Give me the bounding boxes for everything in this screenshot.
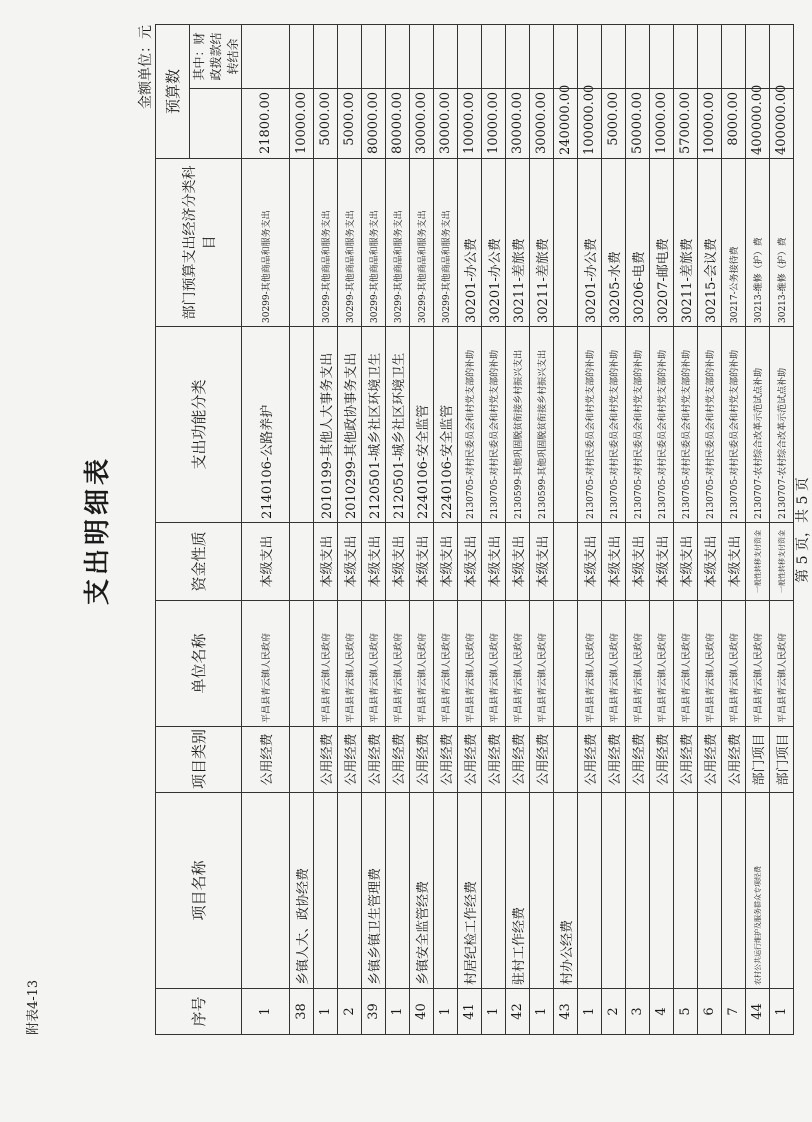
row-unit-name: 平昌县青云镇人民政府 [482, 601, 506, 727]
row-project-type [554, 727, 578, 793]
header-econ-class: 部门预算支出经济分类科目 [156, 159, 242, 327]
row-seq: 1 [578, 989, 602, 1035]
row-func-class: 2130707-农村综合改革示范试点补助 [770, 327, 794, 523]
row-sub-budget [506, 24, 530, 88]
row-budget: 50000.00 [626, 89, 650, 159]
row-econ-class: 30205-水费 [602, 159, 626, 327]
row-fund-nature: 一般性转移支付资金 [770, 523, 794, 601]
page-title: 支出明细表 [83, 455, 113, 606]
row-project-type: 公用经费 [626, 727, 650, 793]
row-project-name [530, 793, 554, 989]
row-econ-class [554, 159, 578, 327]
row-budget: 10000.00 [650, 89, 674, 159]
table-row [386, 24, 410, 1034]
row-seq: 6 [698, 989, 722, 1035]
row-project-type: 公用经费 [314, 727, 338, 793]
row-econ-class [290, 159, 314, 327]
row-project-name [386, 793, 410, 989]
row-seq: 7 [722, 989, 746, 1035]
row-project-name [314, 793, 338, 989]
row-econ-class: 30299-其他商品和服务支出 [242, 159, 290, 327]
row-econ-class: 30299-其他商品和服务支出 [362, 159, 386, 327]
row-seq: 2 [338, 989, 362, 1035]
row-project-type: 公用经费 [338, 727, 362, 793]
table-row [746, 24, 770, 1034]
row-func-class: 2130705-对村民委员会和村党支部的补助 [722, 327, 746, 523]
row-seq: 1 [482, 989, 506, 1035]
expense-detail-table [155, 24, 794, 1035]
row-sub-budget [386, 24, 410, 88]
row-econ-class: 30211-差旅费 [530, 159, 554, 327]
row-project-name [698, 793, 722, 989]
row-budget: 10000.00 [698, 89, 722, 159]
row-func-class [554, 327, 578, 523]
row-project-type: 公用经费 [386, 727, 410, 793]
row-sub-budget [410, 24, 434, 88]
row-seq: 39 [362, 989, 386, 1035]
row-func-class: 2130705-对村民委员会和村党支部的补助 [698, 327, 722, 523]
row-project-name: 村居纪检工作经费 [458, 793, 482, 989]
row-project-name [626, 793, 650, 989]
row-fund-nature: 本级支出 [602, 523, 626, 601]
row-unit-name: 平昌县青云镇人民政府 [242, 601, 290, 727]
table-row [626, 24, 650, 1034]
row-sub-budget [770, 24, 794, 88]
row-fund-nature: 本级支出 [626, 523, 650, 601]
row-budget: 10000.00 [482, 89, 506, 159]
row-fund-nature: 本级支出 [434, 523, 458, 601]
row-sub-budget [434, 24, 458, 88]
row-seq: 4 [650, 989, 674, 1035]
row-budget: 57000.00 [674, 89, 698, 159]
row-econ-class: 30213-维修（护）费 [770, 159, 794, 327]
row-func-class: 2010299-其他政协事务支出 [338, 327, 362, 523]
row-econ-class: 30201-办公费 [578, 159, 602, 327]
row-budget: 21800.00 [242, 89, 290, 159]
row-project-type: 公用经费 [578, 727, 602, 793]
header-func-class: 支出功能分类 [156, 327, 242, 523]
row-sub-budget [242, 24, 290, 88]
row-project-name: 乡镇安全监管经费 [410, 793, 434, 989]
row-project-type: 公用经费 [458, 727, 482, 793]
rotated-table-sheet [83, 25, 811, 1035]
row-fund-nature: 本级支出 [410, 523, 434, 601]
row-seq: 1 [434, 989, 458, 1035]
row-unit-name: 平昌县青云镇人民政府 [770, 601, 794, 727]
row-seq: 1 [770, 989, 794, 1035]
row-project-type: 公用经费 [530, 727, 554, 793]
row-fund-nature: 本级支出 [578, 523, 602, 601]
row-sub-budget [722, 24, 746, 88]
table-body [242, 24, 794, 1034]
row-project-name: 驻村工作经费 [506, 793, 530, 989]
table-row [242, 24, 290, 1034]
row-project-name [434, 793, 458, 989]
row-budget: 30000.00 [434, 89, 458, 159]
row-project-type: 公用经费 [362, 727, 386, 793]
row-unit-name: 平昌县青云镇人民政府 [362, 601, 386, 727]
row-budget: 400000.00 [746, 89, 770, 159]
row-project-name: 村办公经费 [554, 793, 578, 989]
header-unit-name: 单位名称 [156, 601, 242, 727]
row-func-class: 2130705-对村民委员会和村党支部的补助 [578, 327, 602, 523]
row-seq: 44 [746, 989, 770, 1035]
row-unit-name: 平昌县青云镇人民政府 [530, 601, 554, 727]
row-fund-nature: 一般性转移支付资金 [746, 523, 770, 601]
row-fund-nature: 本级支出 [698, 523, 722, 601]
row-fund-nature: 本级支出 [314, 523, 338, 601]
row-econ-class: 30299-其他商品和服务支出 [338, 159, 362, 327]
header-fund-nature: 资金性质 [156, 523, 242, 601]
row-econ-class: 30201-办公费 [482, 159, 506, 327]
row-budget: 100000.00 [578, 89, 602, 159]
row-project-type: 公用经费 [698, 727, 722, 793]
row-seq: 38 [290, 989, 314, 1035]
table-row [458, 24, 482, 1034]
row-seq: 1 [242, 989, 290, 1035]
row-fund-nature: 本级支出 [650, 523, 674, 601]
table-row [722, 24, 746, 1034]
row-unit-name: 平昌县青云镇人民政府 [698, 601, 722, 727]
row-sub-budget [578, 24, 602, 88]
row-budget: 30000.00 [410, 89, 434, 159]
row-econ-class: 30206-电费 [626, 159, 650, 327]
row-econ-class: 30299-其他商品和服务支出 [410, 159, 434, 327]
row-func-class: 2130705-对村民委员会和村党支部的补助 [482, 327, 506, 523]
row-project-type: 部门项目 [770, 727, 794, 793]
row-unit-name [554, 601, 578, 727]
row-budget: 8000.00 [722, 89, 746, 159]
table-row [698, 24, 722, 1034]
row-fund-nature: 本级支出 [482, 523, 506, 601]
row-unit-name: 平昌县青云镇人民政府 [458, 601, 482, 727]
table-row [410, 24, 434, 1034]
row-project-type: 公用经费 [722, 727, 746, 793]
table-row [530, 24, 554, 1034]
table-row [602, 24, 626, 1034]
table-row [578, 24, 602, 1034]
table-row [770, 24, 794, 1034]
unit-label: 金额单位：元 [138, 25, 154, 109]
row-fund-nature: 本级支出 [506, 523, 530, 601]
row-econ-class: 30217-公务接待费 [722, 159, 746, 327]
row-fund-nature: 本级支出 [242, 523, 290, 601]
row-project-type: 公用经费 [506, 727, 530, 793]
row-econ-class: 30299-其他商品和服务支出 [314, 159, 338, 327]
row-budget: 5000.00 [338, 89, 362, 159]
row-seq: 40 [410, 989, 434, 1035]
row-fund-nature: 本级支出 [722, 523, 746, 601]
row-econ-class: 30299-其他商品和服务支出 [386, 159, 410, 327]
row-sub-budget [554, 24, 578, 88]
row-seq: 2 [602, 989, 626, 1035]
row-func-class: 2130599-其他巩固脱贫衔接乡村振兴支出 [530, 327, 554, 523]
row-fund-nature: 本级支出 [338, 523, 362, 601]
row-project-name [578, 793, 602, 989]
row-budget: 80000.00 [386, 89, 410, 159]
row-econ-class: 30201-办公费 [458, 159, 482, 327]
row-budget: 30000.00 [530, 89, 554, 159]
row-func-class: 2130707-农村综合改革示范试点补助 [746, 327, 770, 523]
row-unit-name: 平昌县青云镇人民政府 [722, 601, 746, 727]
header-project-name: 项目名称 [156, 793, 242, 989]
row-func-class: 2130705-对村民委员会和村党支部的补助 [626, 327, 650, 523]
row-sub-budget [674, 24, 698, 88]
row-func-class: 2130599-其他巩固脱贫衔接乡村振兴支出 [506, 327, 530, 523]
row-func-class: 2120501-城乡社区环境卫生 [362, 327, 386, 523]
row-unit-name: 平昌县青云镇人民政府 [602, 601, 626, 727]
row-project-type [290, 727, 314, 793]
row-func-class: 2130705-对村民委员会和村党支部的补助 [650, 327, 674, 523]
header-seq: 序号 [156, 989, 242, 1035]
row-sub-budget [338, 24, 362, 88]
row-budget: 5000.00 [602, 89, 626, 159]
row-func-class: 2130705-对村民委员会和村党支部的补助 [458, 327, 482, 523]
row-sub-budget [650, 24, 674, 88]
row-unit-name: 平昌县青云镇人民政府 [578, 601, 602, 727]
row-sub-budget [698, 24, 722, 88]
row-seq: 42 [506, 989, 530, 1035]
row-project-name [242, 793, 290, 989]
row-fund-nature [554, 523, 578, 601]
appendix-label: 附表4-13 [26, 979, 41, 1035]
row-budget: 10000.00 [290, 89, 314, 159]
row-sub-budget [482, 24, 506, 88]
row-budget: 30000.00 [506, 89, 530, 159]
row-sub-budget [626, 24, 650, 88]
row-econ-class: 30211-差旅费 [674, 159, 698, 327]
row-sub-budget [458, 24, 482, 88]
row-project-name [482, 793, 506, 989]
row-seq: 1 [530, 989, 554, 1035]
row-project-type: 公用经费 [674, 727, 698, 793]
header-project-type: 项目类别 [156, 727, 242, 793]
row-unit-name [290, 601, 314, 727]
row-econ-class: 30213-维修（护）费 [746, 159, 770, 327]
row-seq: 41 [458, 989, 482, 1035]
row-project-name [650, 793, 674, 989]
row-fund-nature: 本级支出 [674, 523, 698, 601]
row-project-name [338, 793, 362, 989]
row-func-class: 2010199-其他人大事务支出 [314, 327, 338, 523]
row-project-type: 公用经费 [650, 727, 674, 793]
row-sub-budget [290, 24, 314, 88]
row-budget: 80000.00 [362, 89, 386, 159]
row-seq: 43 [554, 989, 578, 1035]
table-row [506, 24, 530, 1034]
row-sub-budget [530, 24, 554, 88]
row-fund-nature: 本级支出 [458, 523, 482, 601]
row-econ-class: 30215-会议费 [698, 159, 722, 327]
row-func-class: 2120501-城乡社区环境卫生 [386, 327, 410, 523]
table-row [674, 24, 698, 1034]
row-unit-name: 平昌县青云镇人民政府 [626, 601, 650, 727]
table-row [482, 24, 506, 1034]
table-row [338, 24, 362, 1034]
row-fund-nature: 本级支出 [362, 523, 386, 601]
row-fund-nature: 本级支出 [530, 523, 554, 601]
row-budget: 240000.00 [554, 89, 578, 159]
row-func-class: 2130705-对村民委员会和村党支部的补助 [602, 327, 626, 523]
row-project-name [674, 793, 698, 989]
row-project-name: 乡镇乡镇卫生管理费 [362, 793, 386, 989]
row-fund-nature [290, 523, 314, 601]
row-econ-class: 30207-邮电费 [650, 159, 674, 327]
table-row [434, 24, 458, 1034]
row-seq: 3 [626, 989, 650, 1035]
row-project-name [722, 793, 746, 989]
header-budget-total [190, 89, 242, 159]
table-row [290, 24, 314, 1034]
page-footer: 第 5 页，共 5 页 [795, 477, 811, 583]
row-func-class: 2130705-对村民委员会和村党支部的补助 [674, 327, 698, 523]
row-sub-budget [602, 24, 626, 88]
row-project-type: 公用经费 [434, 727, 458, 793]
row-econ-class: 30211-差旅费 [506, 159, 530, 327]
row-project-type: 公用经费 [482, 727, 506, 793]
row-unit-name: 平昌县青云镇人民政府 [650, 601, 674, 727]
row-seq: 1 [314, 989, 338, 1035]
row-budget: 400000.00 [770, 89, 794, 159]
row-project-type: 公用经费 [602, 727, 626, 793]
row-seq: 5 [674, 989, 698, 1035]
row-unit-name: 平昌县青云镇人民政府 [410, 601, 434, 727]
row-seq: 1 [386, 989, 410, 1035]
row-sub-budget [314, 24, 338, 88]
row-func-class: 2240106-安全监管 [410, 327, 434, 523]
row-econ-class: 30299-其他商品和服务支出 [434, 159, 458, 327]
table-row [314, 24, 338, 1034]
row-sub-budget [746, 24, 770, 88]
row-project-name [602, 793, 626, 989]
row-unit-name: 平昌县青云镇人民政府 [434, 601, 458, 727]
row-func-class [290, 327, 314, 523]
row-func-class: 2240106-安全监管 [434, 327, 458, 523]
row-project-type: 公用经费 [410, 727, 434, 793]
header-budget: 预算数 [156, 24, 190, 158]
row-unit-name: 平昌县青云镇人民政府 [314, 601, 338, 727]
row-unit-name: 平昌县青云镇人民政府 [746, 601, 770, 727]
table-row [554, 24, 578, 1034]
row-project-type: 部门项目 [746, 727, 770, 793]
row-project-name [770, 793, 794, 989]
row-project-name: 乡镇人大、政协经费 [290, 793, 314, 989]
header-sub-budget: 其中：财政拨款结转结余 [190, 24, 242, 88]
row-unit-name: 平昌县青云镇人民政府 [674, 601, 698, 727]
row-project-type: 公用经费 [242, 727, 290, 793]
table-row [362, 24, 386, 1034]
row-func-class: 2140106-公路养护 [242, 327, 290, 523]
row-project-name: 农村公共运行维护及服务群众专项经费 [746, 793, 770, 989]
row-fund-nature: 本级支出 [386, 523, 410, 601]
row-unit-name: 平昌县青云镇人民政府 [386, 601, 410, 727]
row-sub-budget [362, 24, 386, 88]
row-unit-name: 平昌县青云镇人民政府 [338, 601, 362, 727]
table-row [650, 24, 674, 1034]
row-unit-name: 平昌县青云镇人民政府 [506, 601, 530, 727]
row-budget: 5000.00 [314, 89, 338, 159]
row-budget: 10000.00 [458, 89, 482, 159]
